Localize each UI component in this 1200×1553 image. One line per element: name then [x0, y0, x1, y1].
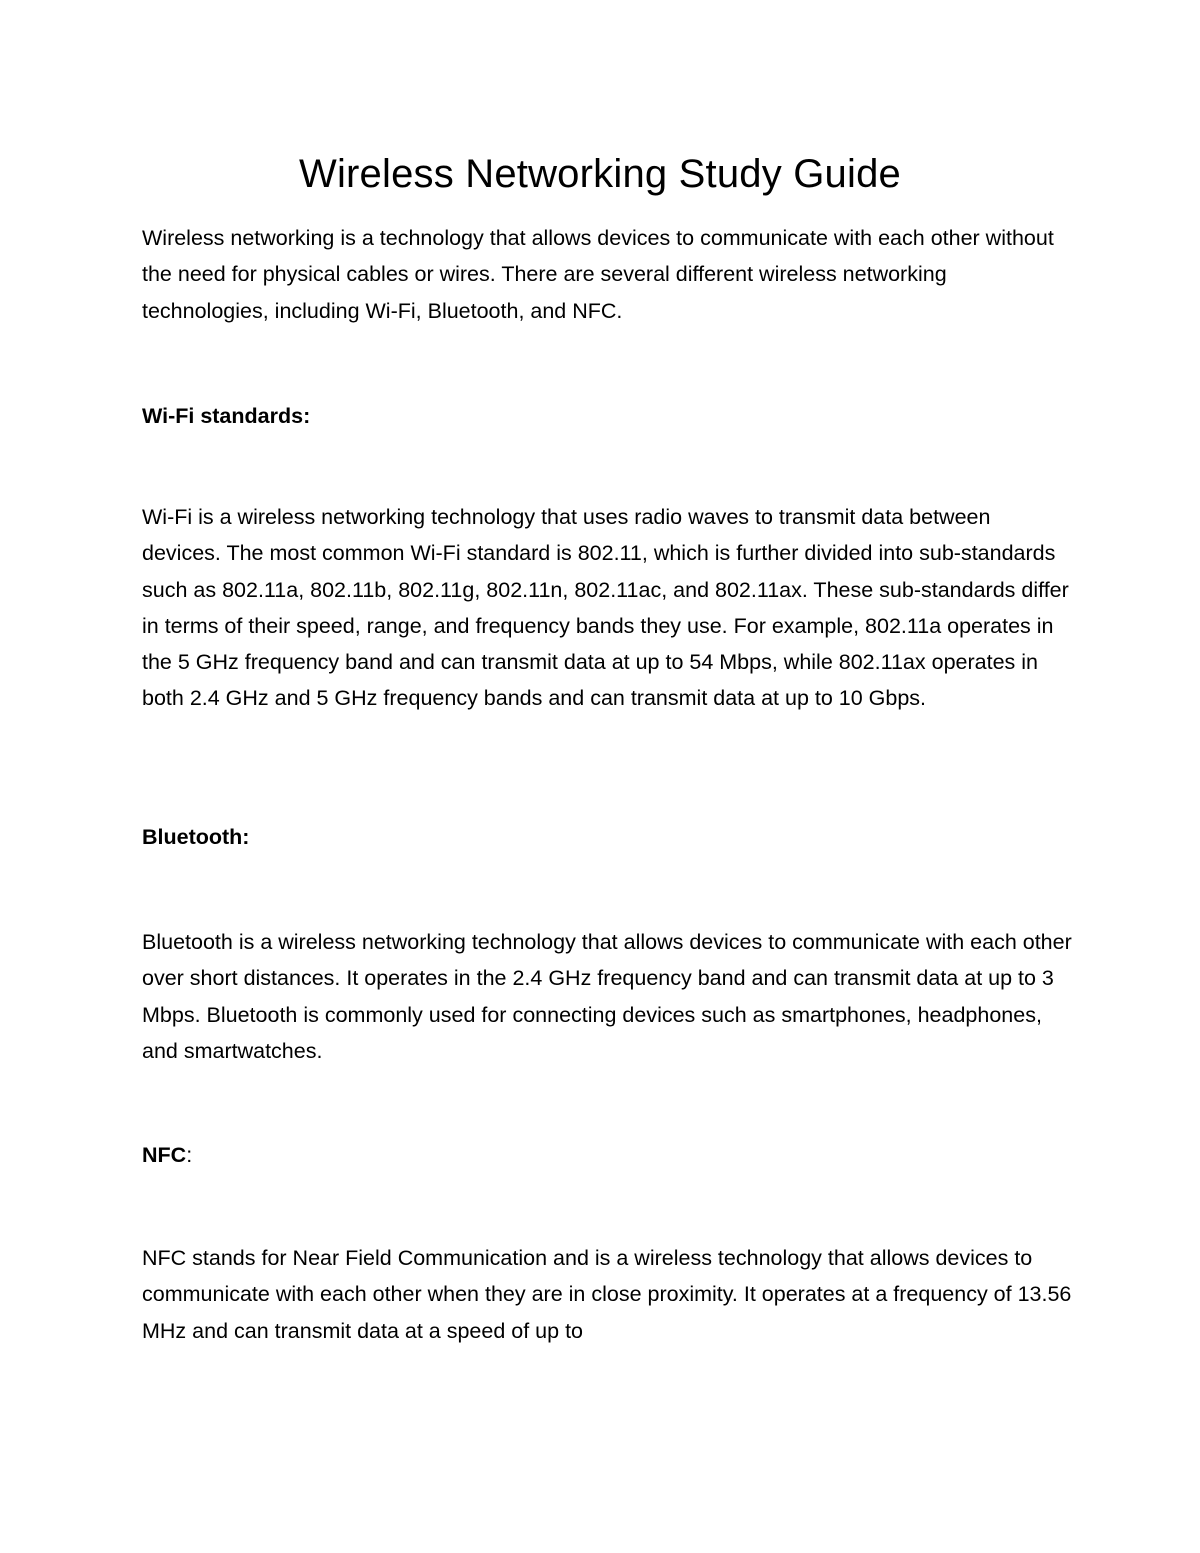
wifi-paragraph: Wi-Fi is a wireless networking technology that uses radio waves to transmit data between devices. The most common Wi-Fi standard is 802.11, which is further divided into sub-standards such as 802.11a, 802.11b, 802.11g, 802.11n, 802.11ac, and 802.11ax. These sub-standards differ in terms of their speed, range, and frequency bands they use. For example, 802.11a operates in the 5 GHz frequency band and can transmit data at up to 54 Mbps, while 802.11ax operates in both 2.4 GHz and 5 GHz frequency bands and can transmit data at up to 10 Gbps. — [142, 505, 1069, 711]
nfc-heading — [142, 1137, 192, 1173]
nfc-heading-colon: : — [186, 1143, 193, 1167]
bluetooth-heading: Bluetooth: — [142, 825, 250, 849]
bluetooth-paragraph: Bluetooth is a wireless networking technology that allows devices to communicate with each other over short distances. It operates in the 2.4 GHz frequency band and can transmit data at up to 3 Mbps. Bluetooth is commonly used for connecting devices such as smartphones, headphones, and smartwatches. — [142, 930, 1072, 1063]
nfc-heading-label: NFC — [142, 1143, 187, 1167]
document-title: Wireless Networking Study Guide — [299, 152, 901, 196]
wifi-heading: Wi-Fi standards: — [142, 404, 311, 428]
intro-paragraph: Wireless networking is a technology that allows devices to communicate with each other without the need for physical cables or wires. There are several different wireless networking technologies, including Wi-Fi, Bluetooth, and NFC. — [142, 226, 1054, 323]
nfc-paragraph: NFC stands for Near Field Communication and is a wireless technology that allows devices to communicate with each other when they are in close proximity. It operates at a frequency of 13.56 MHz and can transmit data at a speed of up to — [142, 1246, 1072, 1343]
